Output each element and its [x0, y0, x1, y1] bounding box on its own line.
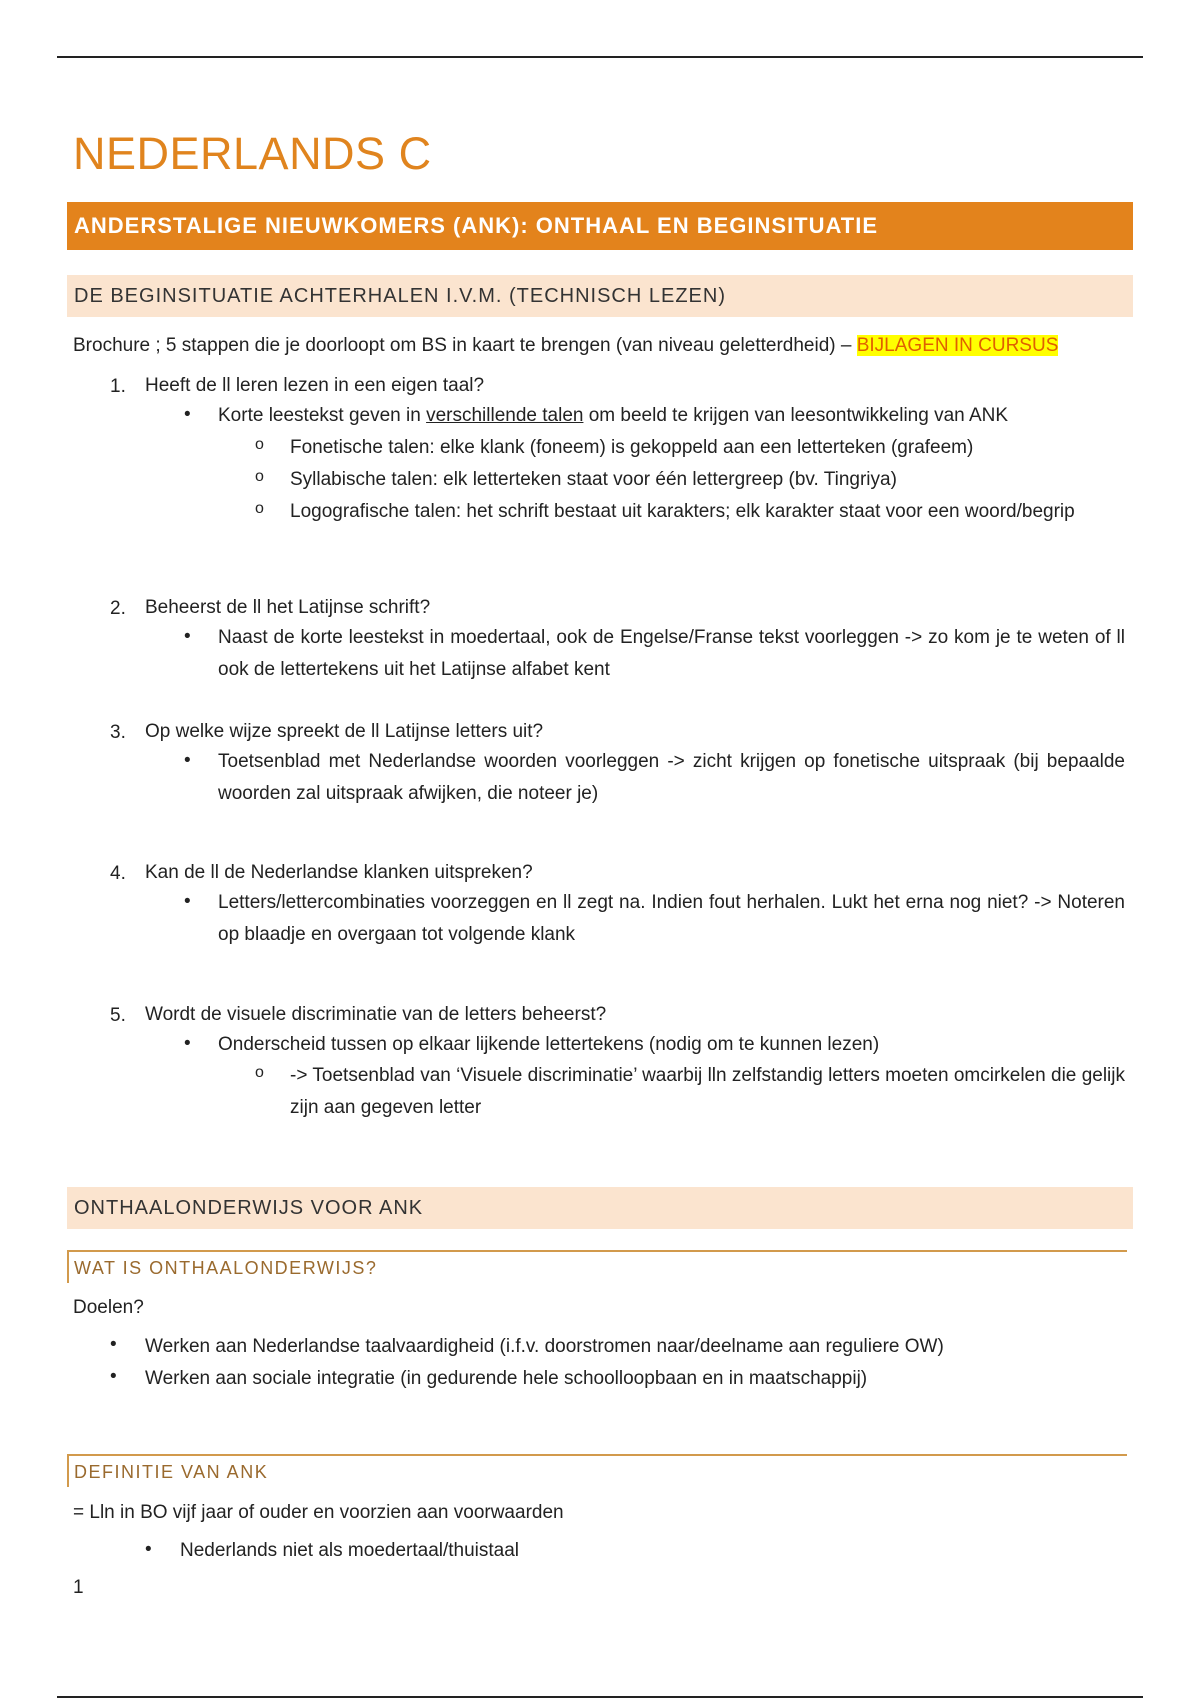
circle-bullet-icon: o: [255, 500, 264, 517]
step-number: 3.: [110, 722, 126, 743]
sub-bullet-text: Fonetische talen: elke klank (foneem) is gekoppeld aan een letterteken (grafeem): [290, 437, 974, 458]
section-heading-onthaalonderwijs: ONTHAALONDERWIJS VOOR ANK: [67, 1187, 1133, 1229]
intro-paragraph: [73, 330, 1058, 362]
subheading-definitie-van-ank: DEFINITIE VAN ANK: [67, 1454, 1127, 1487]
bullet-text: Naast de korte leestekst in moedertaal, ook de Engelse/Franse tekst voorleggen -> zo kom je te weten of ll ook de lettertekens uit het Latijnse alfabet kent: [218, 627, 1125, 680]
underlined-text: verschillende talen: [426, 405, 584, 426]
bullet-icon: •: [184, 891, 191, 912]
bullet-text: Werken aan Nederlandse taalvaardigheid (i.f.v. doorstromen naar/deelname aan reguliere OW): [145, 1336, 944, 1357]
highlighted-note: BIJLAGEN IN CURSUS: [856, 335, 1059, 356]
sub-bullet-text: Syllabische talen: elk letterteken staat voor één lettergreep (bv. Tingriya): [290, 469, 897, 490]
circle-bullet-icon: o: [255, 436, 264, 453]
section-heading-beginsituatie: DE BEGINSITUATIE ACHTERHALEN I.V.M. (TECHNISCH LEZEN): [67, 275, 1133, 317]
bullet-icon: •: [184, 750, 191, 771]
doelen-label: Doelen?: [73, 1297, 144, 1318]
bullet-text-part: Korte leestekst geven in: [218, 405, 427, 426]
bullet-text-part: om beeld te krijgen van leesontwikkeling van ANK: [583, 405, 1009, 426]
subheading-wat-is-onthaalonderwijs: WAT IS ONTHAALONDERWIJS?: [67, 1250, 1127, 1283]
bullet-text: Werken aan sociale integratie (in gedurende hele schoolloopbaan en in maatschappij): [145, 1368, 868, 1389]
step-number: 5.: [110, 1005, 126, 1026]
sub-bullet-text: Logografische talen: het schrift bestaat uit karakters; elk karakter staat voor een woord/begrip: [290, 501, 1075, 522]
circle-bullet-icon: o: [255, 468, 264, 485]
bullet-text: Onderscheid tussen op elkaar lijkende lettertekens (nodig om te kunnen lezen): [218, 1034, 880, 1055]
step-number: 2.: [110, 598, 126, 619]
step-text: Heeft de ll leren lezen in een eigen taal?: [145, 375, 485, 396]
definition-text: = Lln in BO vijf jaar of ouder en voorzien aan voorwaarden: [73, 1502, 564, 1523]
step-text: Op welke wijze spreekt de ll Latijnse letters uit?: [145, 721, 544, 742]
step-number: 4.: [110, 863, 126, 884]
step-text: Beheerst de ll het Latijnse schrift?: [145, 597, 431, 618]
bullet-icon: •: [184, 404, 191, 425]
step-number: 1.: [110, 376, 126, 397]
document-title: NEDERLANDS C: [73, 128, 432, 179]
bullet-text: [218, 400, 1008, 432]
bullet-text: Nederlands niet als moedertaal/thuistaal: [180, 1540, 520, 1561]
bullet-text: Toetsenblad met Nederlandse woorden voorleggen -> zicht krijgen op fonetische uitspraak (bij bepaalde woorden zal uitspraak afwijken, die noteer je): [218, 751, 1125, 804]
bullet-icon: •: [184, 1033, 191, 1054]
step-text: Wordt de visuele discriminatie van de letters beheerst?: [145, 1004, 607, 1025]
bullet-text: Letters/lettercombinaties voorzeggen en ll zegt na. Indien fout herhalen. Lukt het erna nog niet? -> Noteren op blaadje en overgaan tot volgende klank: [218, 892, 1125, 945]
circle-bullet-icon: o: [255, 1064, 264, 1081]
bullet-icon: •: [110, 1334, 117, 1355]
bullet-icon: •: [184, 626, 191, 647]
bullet-icon: •: [145, 1539, 152, 1560]
page-number: 1: [73, 1577, 84, 1598]
sub-bullet-text: -> Toetsenblad van ‘Visuele discriminatie’ waarbij lln zelfstandig letters moeten omcirkelen die gelijk zijn aan gegeven letter: [290, 1065, 1125, 1118]
heading-1: ANDERSTALIGE NIEUWKOMERS (ANK): ONTHAAL EN BEGINSITUATIE: [67, 202, 1133, 250]
bottom-rule: [57, 1696, 1143, 1698]
step-text: Kan de ll de Nederlandse klanken uitspreken?: [145, 862, 533, 883]
intro-text: Brochure ; 5 stappen die je doorloopt om BS in kaart te brengen (van niveau geletterdheid) –: [73, 335, 857, 356]
top-rule: [57, 56, 1143, 58]
bullet-icon: •: [110, 1366, 117, 1387]
